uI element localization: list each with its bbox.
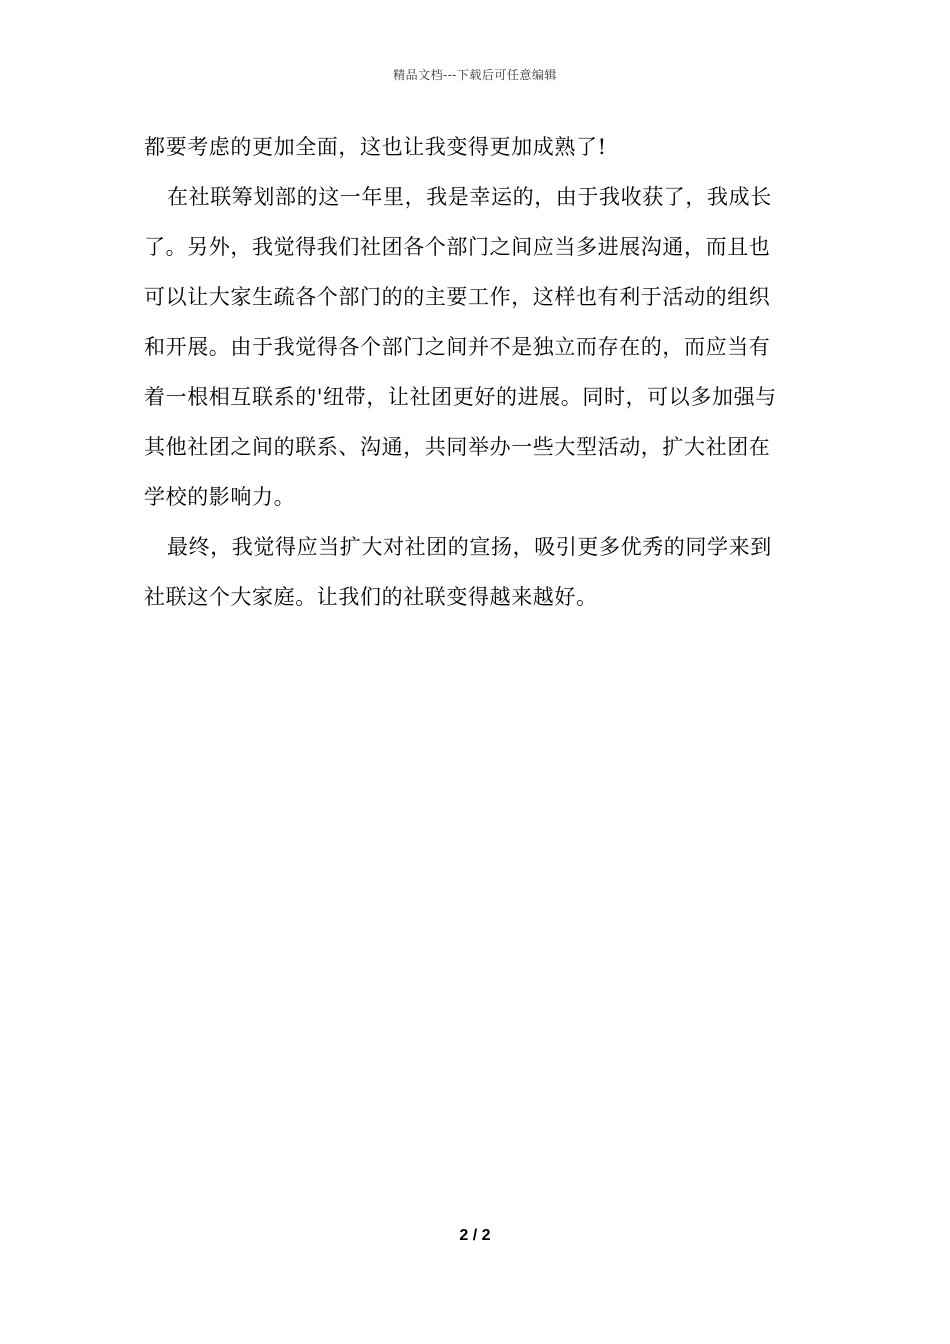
text-line: 都要考虑的更加全面，这也让我变得更加成熟了! [144,135,607,159]
text-line: 社联这个大家庭。让我们的社联变得越来越好。 [144,585,598,609]
paragraph-start-line: 最终，我觉得应当扩大对社团的宣扬，吸引更多优秀的同学来到 [167,535,772,559]
paragraph-start-line: 在社联筹划部的这一年里，我是幸运的，由于我收获了，我成长 [167,185,772,209]
text-line: 了。另外，我觉得我们社团各个部门之间应当多进展沟通，而且也 [144,235,771,259]
text-line: 可以让大家生疏各个部门的的主要工作，这样也有利于活动的组织 [144,285,771,309]
text-line: 着一根相互联系的'纽带，让社团更好的进展。同时，可以多加强与 [144,385,777,409]
text-line: 其他社团之间的联系、沟通，共同举办一些大型活动，扩大社团在 [144,435,771,459]
body-text [144,122,812,622]
header-note: 精品文档---下载后可任意编辑 [393,68,557,82]
text-line: 学校的影响力。 [144,485,296,509]
page-number: 2 / 2 [459,1227,491,1244]
text-line: 和开展。由于我觉得各个部门之间并不是独立而存在的，而应当有 [144,335,771,359]
